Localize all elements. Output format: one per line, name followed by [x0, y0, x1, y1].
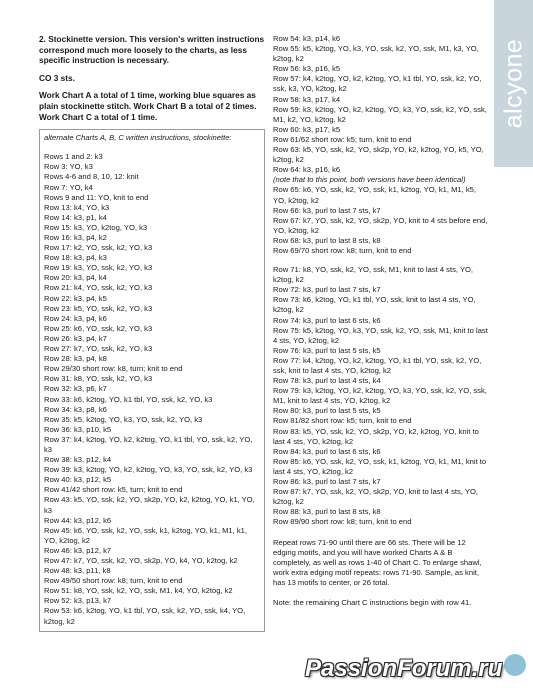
instruction-row: Row 81/82 short row: k5; turn, knit to end	[273, 416, 412, 426]
instruction-row: Row 29/30 short row: k8, turn; knit to end	[44, 364, 183, 374]
instruction-row: Row 66: k3, purl to last 7 sts, k7	[273, 205, 381, 215]
instruction-row: Row 61/62 short row: k5; turn, knit to end	[273, 134, 412, 144]
intro-paragraph-3: Work Chart A a total of 1 time, working blue squares as plain stockinette stitch. Work Chart B a total of 2 times. Work Chart C a total of 1 time.	[39, 90, 257, 122]
instruction-row: Row 25: k6, YO, ssk, k2, YO, k3	[44, 323, 153, 333]
instruction-row: Rows 9 and 11: YO, knit to end	[44, 192, 149, 202]
rows-71-90	[273, 265, 490, 527]
repeat-paragraph: Repeat rows 71-90 until there are 66 sts. There will be 12 edging motifs, and you will have worked Charts A & B completely, as well as rows 1-40 of Chart C. To enlarge shawl, work extra edging motif repeats: rows 71-90. Sample, as knit, has 13 motifs to center, or 26 total.	[273, 537, 482, 587]
instruction-row: Row 54: k3, p14, k6	[273, 34, 341, 43]
instruction-row: Row 60: k3, p17, k5	[273, 124, 341, 134]
instruction-row: Row 16: k3, p4, k2	[44, 233, 107, 242]
instruction-row: Row 73: k6, k2tog, YO, k1 tbl, YO, ssk, knit to last 4 sts, YO, k2tog, k2	[273, 295, 476, 315]
instructions-box-title: alternate Charts A, B, C written instructions, stockinette:	[44, 133, 232, 143]
instruction-row: Row 76: k3, purl to last 5 sts, k5	[273, 345, 381, 355]
watermark-logo: PassionForum.ru	[305, 655, 503, 682]
instruction-row: Row 74: k3, purl to last 6 sts, k6	[273, 315, 381, 325]
instruction-row: Row 67: k7, YO, ssk, k2, YO, sk2p, YO, knit to 4 sts before end, YO, k2tog, k2	[273, 215, 488, 235]
versions-note: (note that to this point, both versions have been identical)	[273, 175, 466, 185]
instruction-row: Row 56: k3, p16, k5	[273, 64, 341, 74]
instruction-row: Row 47: k7, YO, ssk, k2, YO, sk2p, YO, k4, YO, k2tog, k2	[44, 556, 238, 565]
instructions-box	[39, 129, 265, 632]
instruction-row: Row 41/42 short row: k5, turn; knit to end	[44, 485, 183, 495]
instruction-row: Row 33: k6, k2tog, YO, k1 tbl, YO, ssk, k2, YO, k3	[44, 394, 213, 404]
instruction-row: Row 28: k3, p4, k8	[44, 354, 107, 364]
instruction-row: Row 72: k3, purl to last 7 sts, k7	[273, 285, 381, 295]
instruction-row: Row 49/50 short row: k8; turn, knit to end	[44, 576, 183, 586]
right-column	[273, 34, 490, 616]
instructions-box-lines	[44, 152, 260, 626]
instruction-row: Row 88: k3, purl to last 8 sts, k8	[273, 507, 381, 517]
instruction-row: Row 48: k3, p11, k8	[44, 566, 111, 576]
instruction-row: Row 59: k3, k2tog, YO, k2, k2tog, YO, k3, YO, ssk, k2, YO, ssk, M1, k2, YO, k2tog, k2	[273, 104, 487, 124]
instruction-row: Row 89/90 short row: k8; turn, knit to end	[273, 517, 412, 527]
instruction-row: Row 79: k3, k2tog, YO, k2, k2tog, YO, k3, YO, ssk, k2, YO, ssk, M1, knit to last 4 sts, YO, k2tog, k2	[273, 386, 487, 406]
instruction-row: Row 77: k4, k2tog, YO, k2, k2tog, YO, k1 tbl, YO, ssk, k2, YO, ssk, knit to last 4 sts, YO, k2tog, k2	[273, 355, 482, 375]
instruction-row: Row 65: k6, YO, ssk, k2, YO, ssk, k1, k2tog, YO, k1, M1, k5, YO, k2tog, k2	[273, 185, 477, 205]
instruction-row: Row 3: YO, k3	[44, 162, 93, 172]
instruction-row: Row 32: k3, p6, k7	[44, 384, 107, 394]
instruction-row: Row 34: k3, p8, k6	[44, 404, 107, 414]
instruction-row: Row 44: k3, p12, k6	[44, 515, 112, 525]
sidebar-brand	[494, 0, 533, 167]
instruction-row: Row 7: YO, k4	[44, 182, 93, 192]
instruction-row: Row 52: k3, p13, k7	[44, 596, 112, 606]
page-number-dot	[504, 654, 526, 676]
instruction-row: Row 14: k3, p1, k4	[44, 212, 107, 222]
instruction-row: Row 64: k3, p16, k6	[273, 165, 341, 175]
instruction-row: Row 71: k8, YO, ssk, k2, YO, ssk, M1, knit to last 4 sts, YO, k2tog, k2	[273, 265, 474, 285]
instruction-row: Row 35: k5, k2tog, YO, k3, YO, ssk, k2, YO, k3	[44, 414, 203, 424]
instruction-row: Row 20: k3, p4, k4	[44, 273, 107, 283]
instruction-row: Row 31: k8, YO, ssk, k2, YO, k3	[44, 374, 153, 384]
instruction-row: Rows 1 and 2: k3	[44, 152, 103, 162]
instruction-row: Row 26: k3, p4, k7	[44, 333, 107, 343]
instruction-row: Row 53: k6, k2tog, YO, k1 tbl, YO, ssk, k2, YO, ssk, k4, YO, k2tog, k2	[44, 606, 246, 626]
instruction-row: Row 19: k3, YO, ssk, k2, YO, k3	[44, 263, 153, 273]
instruction-row: Rows 4-6 and 8, 10, 12: knit	[44, 172, 139, 182]
instruction-row: Row 27: k7, YO, ssk, k2, YO, k3	[44, 344, 153, 354]
brand-title: alcyone	[499, 38, 528, 129]
left-column	[39, 34, 265, 632]
instruction-row: Row 17: k2, YO, ssk, k2, YO, k3	[44, 243, 153, 253]
instruction-row: Row 24: k3, p4, k6	[44, 313, 107, 323]
instruction-row: Row 80: k3, purl to last 5 sts, k5	[273, 406, 381, 416]
instruction-row: Row 51: k8, YO, ssk, k2, YO, ssk, M1, k4, YO, k2tog, k2	[44, 586, 233, 596]
instruction-row: Row 36: k3, p10, k5	[44, 424, 112, 434]
instruction-row: Row 37: k4, k2tog, YO, k2, k2tog, YO, k1 tbl, YO, ssk, k2, YO, k3	[44, 434, 253, 454]
instruction-row: Row 21: k4, YO, ssk, k2, YO, k3	[44, 283, 153, 293]
instruction-row: Row 86: k3, purl to last 7 sts, k7	[273, 477, 381, 487]
instruction-row: Row 68: k3, purl to last 8 sts, k8	[273, 235, 381, 245]
instruction-row: Row 57: k4, k2tog, YO, k2, k2tog, YO, k1 tbl, YO, ssk, k2, YO, ssk, k3, YO, k2tog, k2	[273, 74, 482, 94]
instruction-row: Row 69/70 short row: k8; turn, knit to end	[273, 245, 412, 255]
instruction-row: Row 45: k6, YO, ssk, k2, YO, ssk, k1, k2tog, YO, k1, M1, k1, YO, k2tog, k2	[44, 525, 248, 545]
instruction-row: Row 63: k5, YO, ssk, k2, YO, sk2p, YO, k2, k2tog, YO, k5, YO, k2tog, k2	[273, 145, 484, 165]
rows-65-70	[273, 185, 490, 256]
instruction-row: Row 78: k3, purl to last 4 sts, k4	[273, 376, 381, 386]
instruction-row: Row 38: k3, p12, k4	[44, 455, 112, 465]
sidebar-tab	[494, 0, 533, 167]
note-paragraph: Note: the remaining Chart C instructions begin with row 41.	[273, 597, 472, 607]
instruction-row: Row 75: k5, k2tog, YO, k3, YO, ssk, k2, YO, ssk, M1, knit to last 4 sts, YO, k2tog, k2	[273, 325, 488, 345]
instruction-row: Row 55: k5, k2tog, YO, k3, YO, ssk, k2, YO, ssk, M1, k3, YO, k2tog, k2	[273, 44, 479, 64]
spacer	[273, 256, 490, 265]
intro-paragraph-2: CO 3 sts.	[39, 72, 75, 83]
instruction-row: Row 87: k7, YO, ssk, k2, YO, sk2p, YO, knit to last 4 sts, YO, k2tog, k2	[273, 487, 478, 507]
instruction-row: Row 58: k3, p17, k4	[273, 94, 341, 104]
instruction-row: Row 15: k3, YO, k2tog, YO, k3	[44, 222, 148, 232]
instruction-row: Row 13: k4, YO, k3	[44, 202, 110, 212]
instruction-row: Row 22: k3, p4, k5	[44, 293, 107, 303]
instruction-row: Row 18: k3, p4, k3	[44, 253, 107, 263]
rows-54-64	[273, 34, 490, 175]
intro-paragraph-1: 2. Stockinette version. This version's written instructions correspond much more loosely to the charts, as less specific instruction is necessary.	[39, 34, 265, 66]
instruction-row: Row 43: k5, YO, ssk, k2, YO, sk2p, YO, k2, k2tog, YO, k1, YO, k3	[44, 495, 255, 515]
instruction-row: Row 39: k3, k2tog, YO, k2, k2tog, YO, k3, YO, ssk, k2, YO, k3	[44, 465, 253, 475]
instruction-row: Row 85: k6, YO, ssk, k2, YO, ssk, k1, k2tog, YO, k1, M1, knit to last 4 sts, YO, k2tog, k2	[273, 456, 487, 476]
instruction-row: Row 84: k3, purl to last 6 sts, k6	[273, 446, 381, 456]
instruction-row: Row 46: k3, p12, k7	[44, 545, 112, 555]
instruction-row: Row 23: k5, YO, ssk, k2, YO, k3	[44, 303, 153, 313]
instruction-row: Row 40: k3, p12, k5	[44, 475, 112, 485]
instruction-row: Row 83: k5, YO, ssk, k2, YO, sk2p, YO, k2, k2tog, YO, knit to last 4 sts, YO, k2tog, k2	[273, 426, 479, 446]
